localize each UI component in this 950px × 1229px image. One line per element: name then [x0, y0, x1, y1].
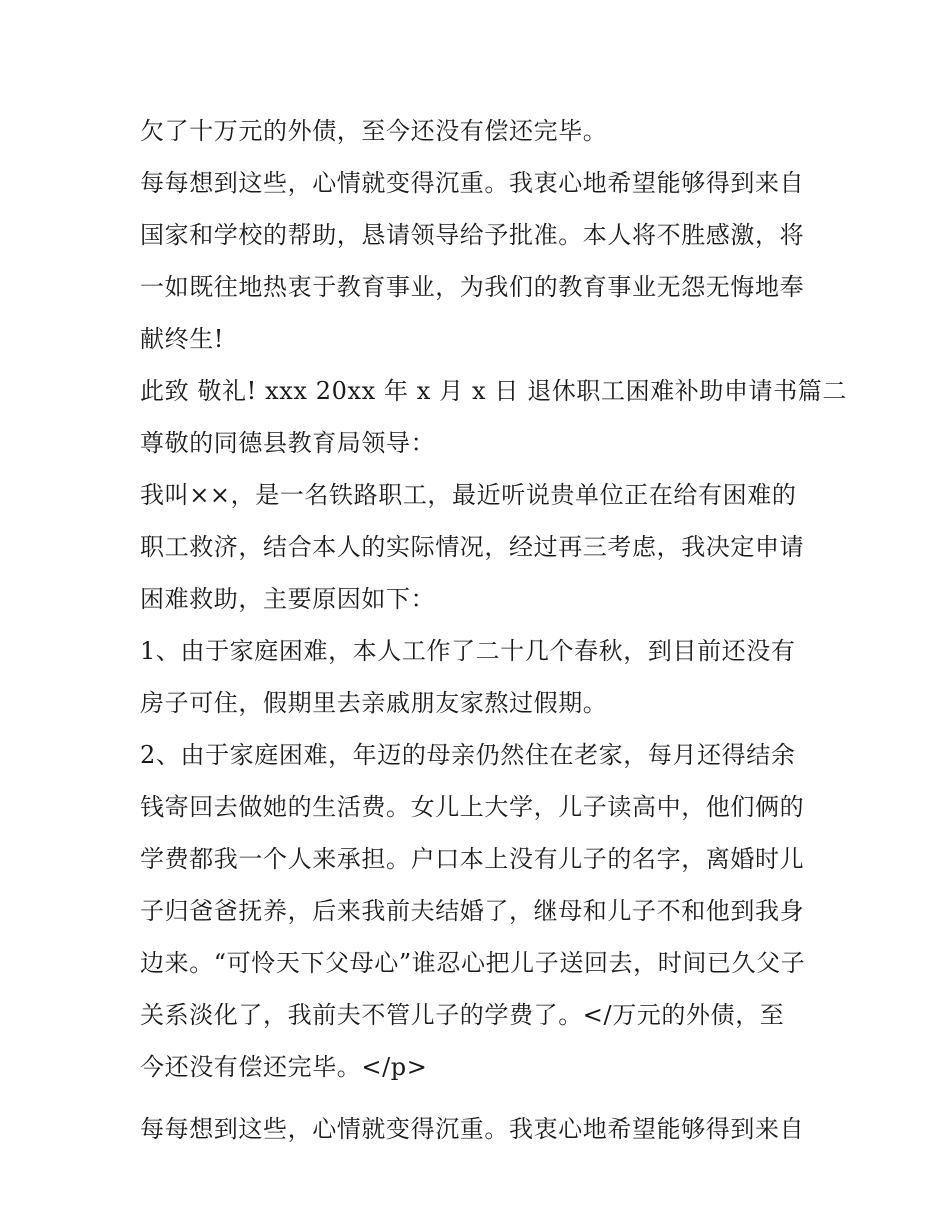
text-line: 尊敬的同德县教育局领导：	[140, 429, 436, 457]
text-line: 欠了十万元的外债，至今还没有偿还完毕。	[140, 117, 608, 145]
text-line: 子归爸爸抚养，后来我前夫结婚了，继母和儿子不和他到我身	[140, 897, 805, 925]
text-line: 每每想到这些，心情就变得沉重。我衷心地希望能够得到来自	[140, 169, 805, 197]
text-line: 困难救助，主要原因如下：	[140, 585, 436, 613]
text-line: 关系淡化了，我前夫不管儿子的学费了。</万元的外债，至	[140, 1001, 785, 1029]
text-line: 房子可住，假期里去亲戚朋友家熬过假期。	[140, 689, 608, 717]
text-line: 一如既往地热衷于教育事业，为我们的教育事业无怨无悔地奉	[140, 273, 805, 301]
text-line: 学费都我一个人来承担。户口本上没有儿子的名字，离婚时儿	[140, 845, 805, 873]
text-line: 职工救济，结合本人的实际情况，经过再三考虑，我决定申请	[140, 533, 805, 561]
text-line: 2、由于家庭困难，年迈的母亲仍然住在老家，每月还得结余	[140, 741, 796, 769]
text-line: 今还没有偿还完毕。</p>	[140, 1053, 428, 1081]
text-line: 献终生!	[140, 325, 225, 353]
text-line: 钱寄回去做她的生活费。女儿上大学，儿子读高中，他们俩的	[140, 793, 805, 821]
text-line: 此致 敬礼! xxx 20xx 年 x 月 x 日 退休职工困难补助申请书篇二	[140, 377, 847, 405]
text-line: 我叫××，是一名铁路职工，最近听说贵单位正在给有困难的	[140, 481, 797, 509]
text-line: 1、由于家庭困难，本人工作了二十几个春秋，到目前还没有	[140, 637, 796, 665]
document-body	[140, 105, 847, 1155]
text-line: 每每想到这些，心情就变得沉重。我衷心地希望能够得到来自	[140, 1115, 805, 1143]
text-line: 国家和学校的帮助，恳请领导给予批准。本人将不胜感激，将	[140, 221, 805, 249]
text-line: 边来。“可怜天下父母心”谁忍心把儿子送回去，时间已久父子	[140, 949, 806, 977]
